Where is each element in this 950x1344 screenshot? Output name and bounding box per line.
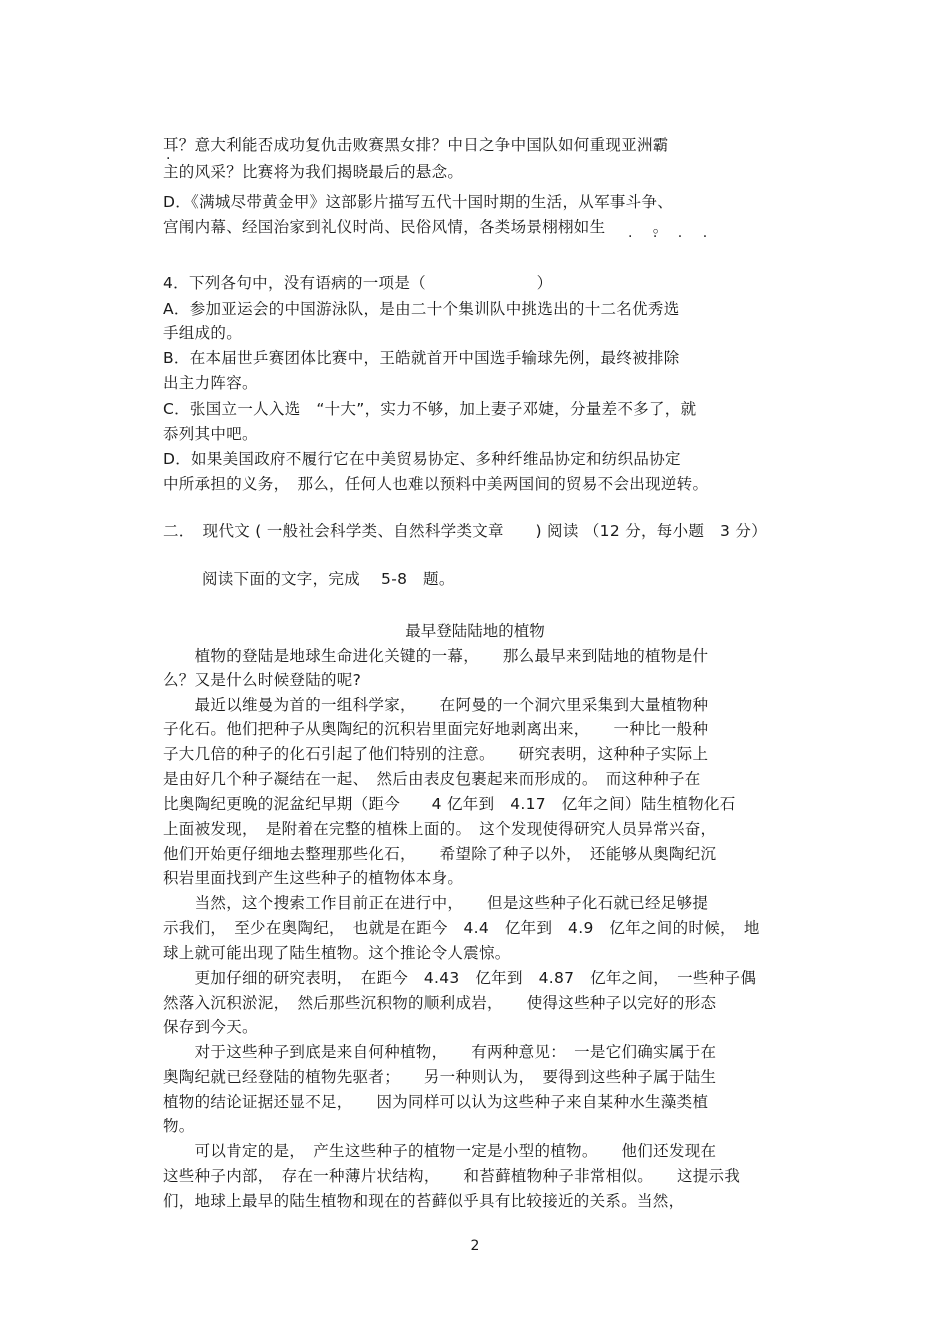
article-line: 保存到今天。 <box>163 1018 258 1036</box>
emphasis-dots: · · · · <box>628 229 716 245</box>
article-line: 植物的结论证据还显不足， 因为同样可以认为这些种子来自某种水生藻类植 <box>163 1093 709 1111</box>
article-line: 当然，这个搜索工作目前正在进行中， 但是这些种子化石就已经足够提 <box>163 894 709 912</box>
page-number: 2 <box>470 1238 480 1254</box>
article-line: 最近以维曼为首的一组科学家， 在阿曼的一个洞穴里采集到大量植物种 <box>163 696 709 714</box>
article-line: 子化石。他们把种子从奥陶纪的沉积岩里面完好地剥离出来， 一种比一般种 <box>163 720 709 738</box>
q4-option-a-line-2: 手组成的。 <box>163 324 243 342</box>
q4-option-c-line-2: 忝列其中吧。 <box>163 425 258 443</box>
article-line: 这些种子内部， 存在一种薄片状结构， 和苔藓植物种子非常相似。 这提示我 <box>163 1167 741 1185</box>
q3-option-d-line-2: 宫闱内幕、经国治家到礼仪时尚、民俗风情，各类场景栩栩如生 。 <box>163 218 669 236</box>
q4-option-c-line-1: C．张国立一人入选 “十大”，实力不够，加上妻子邓婕，分量差不多了，就 <box>163 400 697 418</box>
q4-stem: 4．下列各句中，没有语病的一项是（ ） <box>163 274 553 292</box>
article-line: 他们开始更仔细地去整理那些化石， 希望除了种子以外， 还能够从奥陶纪沉 <box>163 845 717 863</box>
q4-option-d-line-1: D．如果美国政府不履行它在中美贸易协定、多种纤维品协定和纺织品协定 <box>163 450 681 468</box>
article-line: 物。 <box>163 1117 195 1135</box>
article-line: 然落入沉积淤泥， 然后那些沉积物的顺利成岩， 使得这些种子以完好的形态 <box>163 994 717 1012</box>
article-line: 球上就可能出现了陆生植物。这个推论令人震惊。 <box>163 944 511 962</box>
section-heading: 二． 现代文 ( 一般社会科学类、自然科学类文章 ) 阅读 （12 分，每小题 3 分） <box>163 522 767 540</box>
reading-instruction: 阅读下面的文字，完成 5-8 题。 <box>202 570 455 588</box>
article-line: 积岩里面找到产生这些种子的植物体本身。 <box>163 869 464 887</box>
article-line: 可以肯定的是， 产生这些种子的植物一定是小型的植物。 他们还发现在 <box>163 1142 717 1160</box>
q3-line-2: 主的风采？比赛将为我们揭晓最后的悬念。 <box>163 163 464 181</box>
q4-option-a-line-1: A．参加亚运会的中国游泳队，是由二十个集训队中挑选出的十二名优秀选 <box>163 300 680 318</box>
article-line: 示我们， 至少在奥陶纪， 也就是在距今 4.4 亿年到 4.9 亿年之间的时候， 地 <box>163 919 760 937</box>
article-line: 对于这些种子到底是来自何种植物， 有两种意见： 一是它们确实属于在 <box>163 1043 717 1061</box>
article-line: 比奥陶纪更晚的泥盆纪早期（距今 4 亿年到 4.17 亿年之间）陆生植物化石 <box>163 795 736 813</box>
article-line: 么？又是什么时候登陆的呢? <box>163 671 362 689</box>
article-line: 们，地球上最早的陆生植物和现在的苔藓似乎具有比较接近的关系。当然， <box>163 1192 685 1210</box>
q4-option-b-line-1: B．在本届世乒赛团体比赛中，王皓就首开中国选手输球先例，最终被排除 <box>163 349 680 367</box>
article-line: 上面被发现， 是附着在完整的植株上面的。 这个发现使得研究人员异常兴奋， <box>163 820 717 838</box>
article-line: 更加仔细的研究表明， 在距今 4.43 亿年到 4.87 亿年之间， 一些种子偶 <box>163 969 757 987</box>
article-line: 是由好几个种子凝结在一起、 然后由表皮包裹起来而形成的。 而这种种子在 <box>163 770 701 788</box>
article-line: 植物的登陆是地球生命进化关键的一幕， 那么最早来到陆地的植物是什 <box>163 647 709 665</box>
q4-option-d-line-2: 中所承担的义务， 那么，任何人也难以预料中美两国间的贸易不会出现逆转。 <box>163 475 709 493</box>
article-line: 奥陶纪就已经登陆的植物先驱者； 另一种则认为， 要得到这些种子属于陆生 <box>163 1068 717 1086</box>
q3-line-1: 耳？意大利能否成功复仇击败赛黑女排？中日之争中国队如何重现亚洲霸 <box>163 136 669 154</box>
article-title: 最早登陆陆地的植物 <box>405 622 545 640</box>
q4-option-b-line-2: 出主力阵容。 <box>163 374 258 392</box>
article-line: 子大几倍的种子的化石引起了他们特别的注意。 研究表明，这种种子实际上 <box>163 745 709 763</box>
q3-option-d-line-1: D．《满城尽带黄金甲》这部影片描写五代十国时期的生活，从军事斗争、 <box>163 193 674 211</box>
emphasis-dot: · <box>166 151 179 167</box>
